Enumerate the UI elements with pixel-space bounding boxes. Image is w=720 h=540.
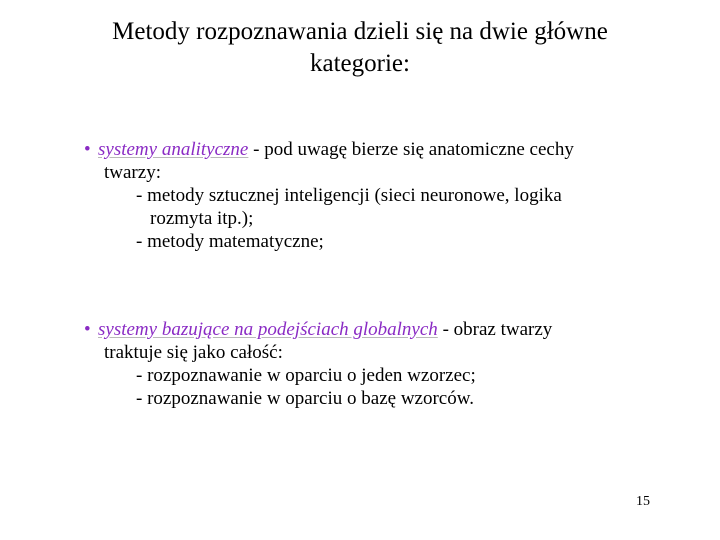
bullet-continuation: traktuje się jako całość: (104, 342, 283, 363)
slide-title (40, 16, 680, 80)
slide-title-line-1: Metody rozpoznawania dzieli się na dwie główne (112, 18, 608, 45)
page-number: 15 (636, 494, 650, 509)
sub-item-ai-methods-continuation: rozmyta itp.); (150, 208, 254, 229)
sub-item-ai-methods: - metody sztucznej inteligencji (sieci neuronowe, logika (136, 185, 562, 206)
bullet-text: - obraz twarzy (437, 319, 553, 340)
bullet-main-line (84, 138, 674, 161)
bullet-icon: • (84, 319, 91, 340)
bullet-text: - pod uwagę bierze się anatomiczne cechy (248, 139, 574, 160)
bullet-item-global-systems (84, 318, 674, 410)
bullet-term: systemy analityczne (98, 139, 249, 160)
sub-item-single-template: - rozpoznawanie w oparciu o jeden wzorzec; (136, 365, 476, 386)
sub-item-template-database: - rozpoznawanie w oparciu o bazę wzorców. (136, 388, 474, 409)
slide-title-line-2: kategorie: (310, 50, 410, 77)
bullet-main-line (84, 318, 674, 341)
bullet-term: systemy bazujące na podejściach globalnych (98, 319, 438, 340)
bullet-icon: • (84, 139, 91, 160)
bullet-continuation: twarzy: (104, 162, 161, 183)
bullet-item-analytical-systems (84, 138, 674, 253)
sub-item-math-methods: - metody matematyczne; (136, 231, 324, 252)
